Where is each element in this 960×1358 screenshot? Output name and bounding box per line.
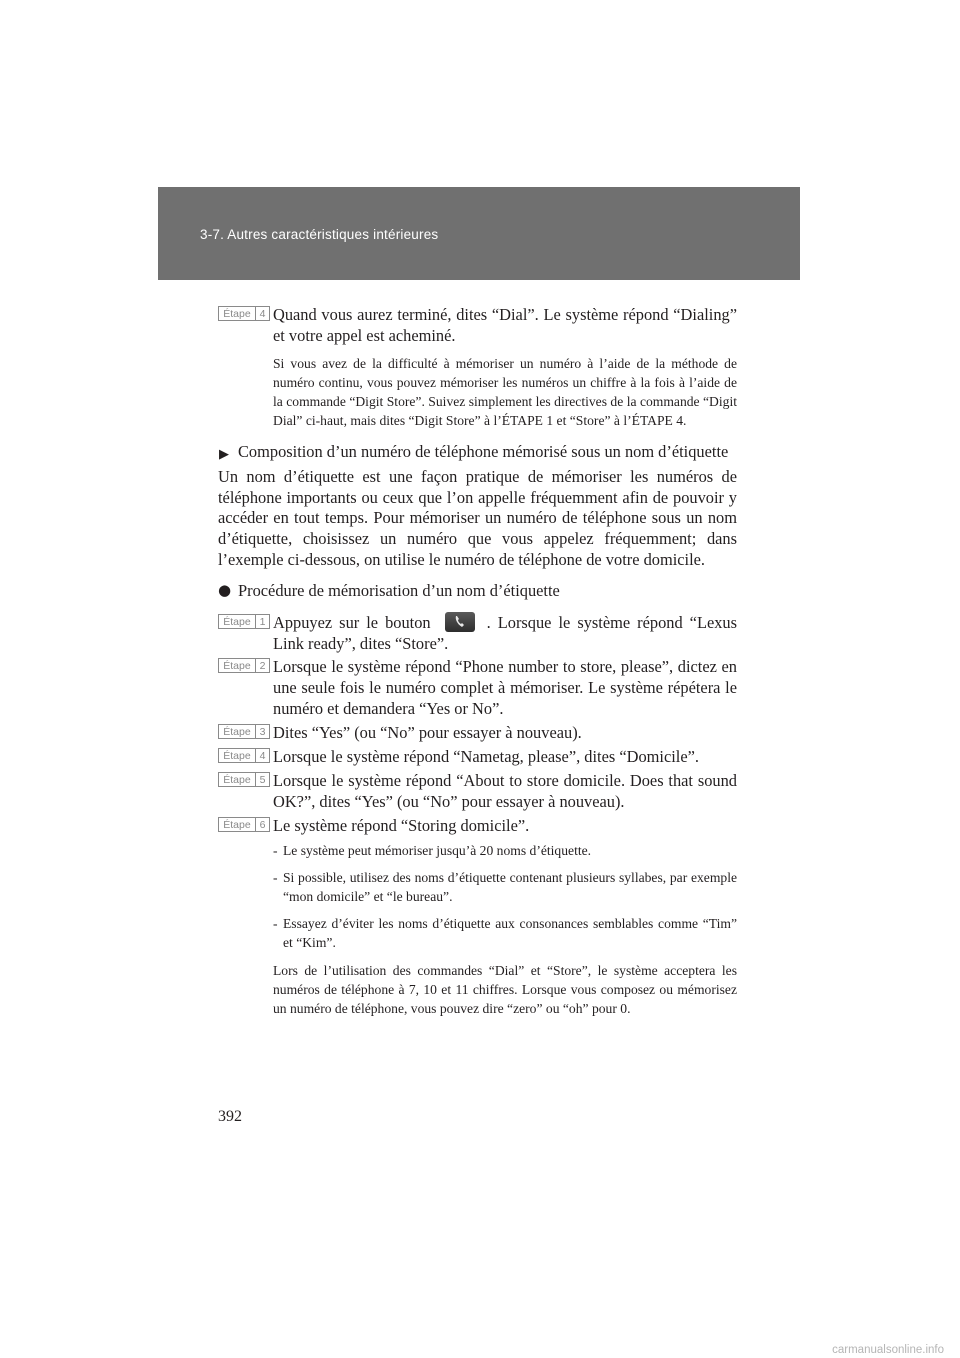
step-badge: Étape 3: [218, 724, 270, 739]
step-6: [218, 815, 737, 836]
step-text: Lorsque le système répond “About to store domicile. Does that sound OK?”, dites “Yes” (ou “No” pour essayer à nouveau).: [273, 770, 737, 811]
step-text: Lorsque le système répond “Phone number to store, please”, dictez en une seule fois le numéro complet à mémoriser. Le système répétera le numéro et demandera “Yes or No”.: [273, 656, 737, 718]
footer-watermark: carmanualsonline.info: [832, 1344, 944, 1356]
step-badge: Étape 2: [218, 658, 270, 673]
step-badge: Étape 4: [218, 748, 270, 763]
nametag-paragraph: Un nom d’étiquette est une façon pratique de mémoriser les numéros de téléphone importants ou ceux que l’on appelle fréquemment afin de pouvoir y accéder en tout temps. Pour mémoriser un numéro de téléphone sous un nom d’étiquette, choisissez un numéro que vous appelez fréquemment; dans l’exemple ci-dessous, on utilise le numéro de téléphone de votre domicile.: [218, 467, 737, 569]
header-band: [158, 187, 800, 280]
note-item: - Essayez d’éviter les noms d’étiquette aux consonances semblables comme “Tim” et “Kim”.: [273, 916, 737, 950]
step-badge: Étape 5: [218, 772, 270, 787]
subsection-heading: [218, 441, 737, 462]
step-4-dial: [218, 304, 737, 346]
section-title: 3-7. Autres caractéristiques intérieures: [200, 227, 439, 242]
note-text: Le système peut mémoriser jusqu’à 20 noms d’étiquette.: [283, 842, 592, 858]
step-text: Le système répond “Storing domicile”.: [273, 815, 530, 835]
final-note: Lors de l’utilisation des commandes “Dial” et “Store”, le système acceptera les numéros de téléphone à 7, 10 et 11 chiffres. Lorsque vous composez ou mémorisez un numéro de téléphone, vous pouvez dire “zero” ou “oh” pour 0.: [273, 963, 737, 1017]
procedure-title: Procédure de mémorisation d’un nom d’étiquette: [238, 580, 560, 600]
note-text: Si possible, utilisez des noms d’étiquette contenant plusieurs syllabes, par exemple “mon domicile” et “le bureau”.: [283, 870, 737, 904]
step-text: Quand vous aurez terminé, dites “Dial”. Le système répond “Dialing” et votre appel est acheminé.: [273, 305, 737, 345]
step-badge: Étape 6: [218, 817, 270, 832]
step-text: Lorsque le système répond “Nametag, please”, dites “Domicile”.: [273, 746, 699, 766]
note-item: - Le système peut mémoriser jusqu’à 20 noms d’étiquette.: [273, 842, 592, 858]
page-content: [218, 304, 737, 1018]
step-text: Dites “Yes” (ou “No” pour essayer à nouveau).: [273, 722, 582, 742]
triangle-bullet-icon: ▶: [219, 447, 229, 462]
step-2: [218, 656, 737, 719]
step-4: [218, 746, 737, 767]
step-5: [218, 770, 737, 812]
procedure-heading: [218, 580, 737, 601]
note-text: Essayez d’éviter les noms d’étiquette aux consonances semblables comme “Tim” et “Kim”.: [283, 916, 737, 950]
note-item: - Si possible, utilisez des noms d’étiquette contenant plusieurs syllabes, par exemple “mon domicile” et “le bureau”.: [273, 870, 737, 904]
digit-store-note: Si vous avez de la difficulté à mémoriser un numéro à l’aide de la méthode de numéro continu, vous pouvez mémoriser les numéros un chiffre à la fois à l’aide de la commande “Digit Store”. Suivez simplement les directives de la commande “Digit Dial” ci-haut, mais dites “Digit Store” à l’ÉTAPE 1 et “Store” à l’ÉTAPE 4.: [273, 356, 737, 428]
step-1: [218, 612, 737, 654]
phone-button-icon: [445, 612, 475, 632]
step-3: [218, 722, 737, 743]
step-text-after: . Lorsque le système répond “Lexus Link ready”, dites “Store”.: [273, 612, 738, 653]
page-number: 392: [218, 1108, 242, 1125]
step-text-before: Appuyez sur le bouton: [273, 612, 431, 632]
step-badge: Étape 4: [218, 306, 270, 321]
subsection-title: Composition d’un numéro de téléphone mémorisé sous un nom d’étiquette: [238, 442, 729, 461]
step-badge: Étape 1: [218, 614, 270, 629]
circle-bullet-icon: ●: [218, 580, 232, 599]
